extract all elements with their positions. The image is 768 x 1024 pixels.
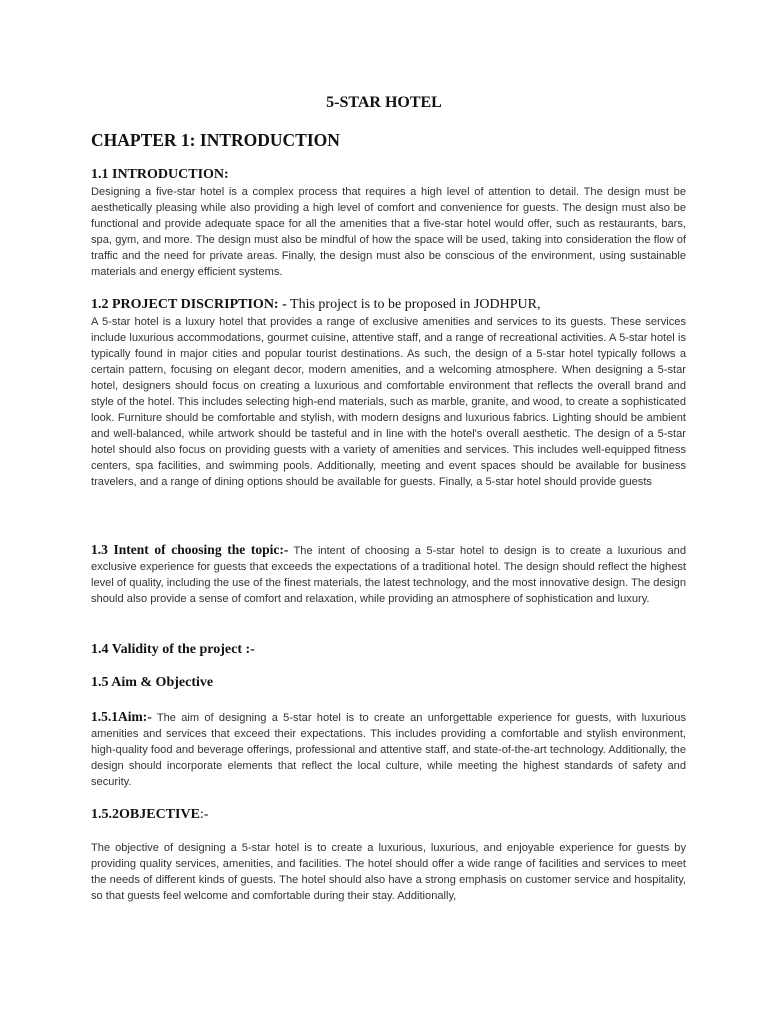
section-1-5-heading: 1.5 Aim & Objective (91, 675, 214, 690)
section-1-1-body: Designing a five-star hotel is a complex process that requires a high level of attention to detail. The design must be aesthetically pleasing while also providing a high level of comfort and convenience for guests. The design must also be functional and provide adequate space for all the amenities that a five-star hotel would offer, such as restaurants, bars, spa, gym, and more. The design must also be mindful of how the space will be used, taking into consideration the flow of traffic and the need for private areas. Finally, the design must also be conscious of the environment, using sustainable materials and energy efficient systems. (91, 186, 686, 278)
section-1-4-heading: 1.4 Validity of the project :- (91, 642, 255, 657)
document-title: 5-STAR HOTEL (326, 94, 442, 111)
section-1-5-1 (91, 709, 686, 790)
section-1-5-1-heading: 1.5.1Aim:- (91, 709, 152, 724)
section-1-2 (91, 296, 686, 490)
section-1-3-heading: 1.3 Intent of choosing the topic:- (91, 542, 289, 557)
section-1-5-2 (91, 806, 686, 904)
section-1-3-body: The intent of choosing a 5-star hotel to design is to create a luxurious and exclusive experience for guests that exceeds the expectations of a traditional hotel. The design should reflect the highest level of quality, including the use of the finest materials, the latest technology, and the most innovative design. The design should also provide a sense of comfort and relaxation, while providing an atmosphere of sophistication and luxury. (91, 545, 686, 605)
section-1-3 (91, 542, 686, 607)
section-1-2-body: A 5-star hotel is a luxury hotel that provides a range of exclusive amenities and services to its guests. These services include luxurious accommodations, gourmet cuisine, attentive staff, and a range of recreational activities. A 5-star hotel is typically found in major cities and popular tourist destinations. As such, the design of a 5-star hotel typically follows a certain pattern, focusing on elegant decor, modern amenities, and a welcoming atmosphere. When designing a 5-star hotel, designers should focus on creating a luxurious and comfortable environment that reflects the overall brand and style of the hotel. This includes selecting high-end materials, such as marble, granite, and wood, to create a sophisticated look. Furniture should be comfortable and stylish, with modern designs and luxurious fabrics. Lighting should be ambient and well-balanced, while artwork should be tasteful and in line with the hotel's overall aesthetic. The design of a 5-star hotel should also focus on providing guests with a variety of amenities and services. This includes well-equipped fitness centers, spa facilities, and swimming pools. Additionally, meeting and event spaces should be available for business travelers, and a range of dining options should be available for guests. Finally, a 5-star hotel should provide guests (91, 316, 686, 488)
section-1-2-heading-tail: This project is to be proposed in JODHPUR, (286, 297, 541, 312)
section-1-1-heading: 1.1 INTRODUCTION: (91, 167, 229, 182)
section-1-5-2-heading-line (91, 806, 686, 824)
section-1-2-heading-line (91, 296, 686, 314)
section-1-5-2-body: The objective of designing a 5-star hotel is to create a luxurious, luxurious, and enjoyable experience for guests by providing quality services, amenities, and facilities. The hotel should offer a wide range of facilities and services to meet the needs of different kinds of guests. The hotel should also have a strong emphasis on customer service and hospitality, so that guests feel welcome and comfortable during their stay. Additionally, (91, 842, 686, 902)
section-1-2-heading: 1.2 PROJECT DISCRIPTION: - (91, 297, 287, 312)
section-1-3-paragraph (91, 542, 686, 607)
section-1-5-1-body: The aim of designing a 5-star hotel is to create an unforgettable experience for guests, with luxurious amenities and services that exceed their expectations. This includes providing a comfortable and stylish environment, high-quality food and beverage offerings, professional and attentive staff, and state-of-the-art technology. Additionally, the design should incorporate elements that reflect the local culture, while meeting the highest standards of safety and security. (91, 712, 686, 788)
chapter-heading: CHAPTER 1: INTRODUCTION (91, 130, 340, 150)
section-1-5-1-paragraph (91, 709, 686, 790)
section-1-5-2-heading-tail: :- (199, 807, 209, 822)
section-1-5-2-heading: 1.5.2OBJECTIVE (91, 807, 200, 822)
section-1-1 (91, 166, 686, 280)
section-1-5 (91, 674, 686, 692)
section-1-4 (91, 641, 686, 659)
